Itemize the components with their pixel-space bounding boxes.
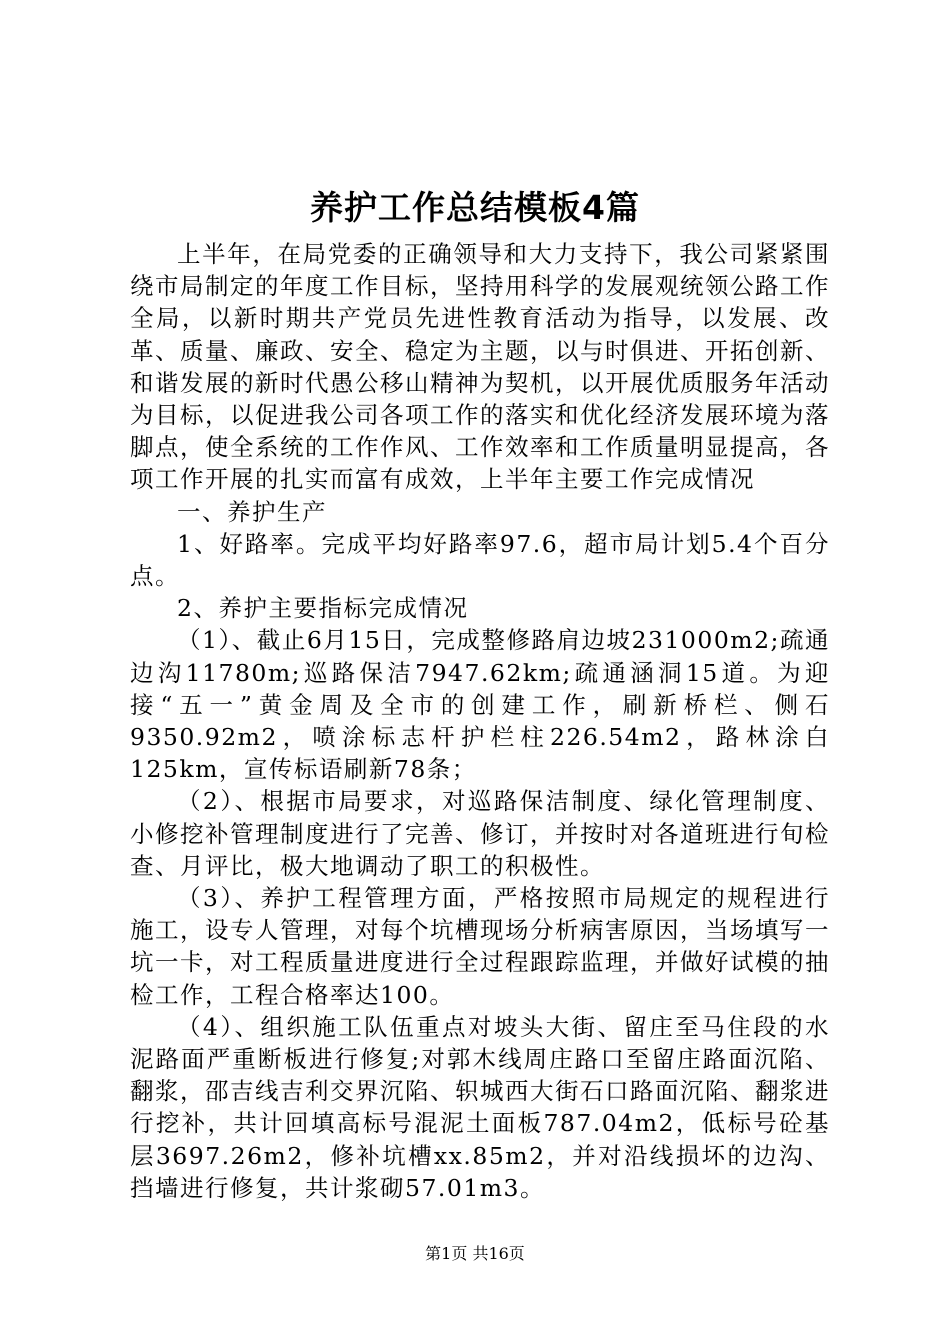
paragraph-item-4: （4）、组织施工队伍重点对坡头大街、留庄至马住段的水泥路面严重断板进行修复;对郭木线周庄路口至留庄路面沉陷、翻浆，邵吉线吉利交界沉陷、轵城西大街石口路面沉陷、翻浆进行挖补，共计回填高标号混泥土面板787.04m2，低标号砼基层3697.26m2，修补坑槽xx.85m2，并对沿线损坏的边沟、挡墙进行修复，共计浆砌57.01m3。 bbox=[130, 1012, 830, 1202]
paragraph-good-road-rate: 1、好路率。完成平均好路率97.6，超市局计划5.4个百分点。 bbox=[130, 529, 830, 591]
paragraph-item-3: （3）、养护工程管理方面，严格按照市局规定的规程进行施工，设专人管理，对每个坑槽现场分析病害原因，当场填写一坑一卡，对工程质量进度进行全过程跟踪监理，并做好试模的抽检工作，工程合格率达100。 bbox=[130, 884, 830, 1009]
page-footer: 第1页 共16页 bbox=[425, 1244, 525, 1263]
document-body bbox=[130, 238, 830, 1204]
paragraph-intro: 上半年，在局党委的正确领导和大力支持下，我公司紧紧围绕市局制定的年度工作目标，坚持用科学的发展观统领公路工作全局，以新时期共产党员先进性教育活动为指导，以发展、改革、质量、廉政、安全、稳定为主题，以与时俱进、开拓创新、和谐发展的新时代愚公移山精神为契机，以开展优质服务年活动为目标，以促进我公司各项工作的落实和优化经济发展环境为落脚点，使全系统的工作作风、工作效率和工作质量明显提高，各项工作开展的扎实而富有成效，上半年主要工作完成情况 bbox=[130, 240, 830, 494]
section-heading-maintenance-production: 一、养护生产 bbox=[177, 497, 327, 526]
paragraph-item-2: （2）、根据市局要求，对巡路保洁制度、绿化管理制度、小修挖补管理制度进行了完善、修订，并按时对各道班进行旬检查、月评比，极大地调动了职工的积极性。 bbox=[130, 787, 830, 880]
document-title: 养护工作总结模板4篇 bbox=[310, 188, 640, 227]
paragraph-item-1: （1）、截止6月15日，完成整修路肩边坡231000m2;疏通边沟11780m;巡路保洁7947.62km;疏通涵洞15道。为迎接“五一”黄金周及全市的创建工作，刷新桥栏、侧石9350.92m2，喷涂标志杆护栏柱226.54m2，路林涂白125km，宣传标语刷新78条； bbox=[130, 626, 830, 784]
paragraph-main-indicators-heading: 2、养护主要指标完成情况 bbox=[177, 594, 469, 623]
